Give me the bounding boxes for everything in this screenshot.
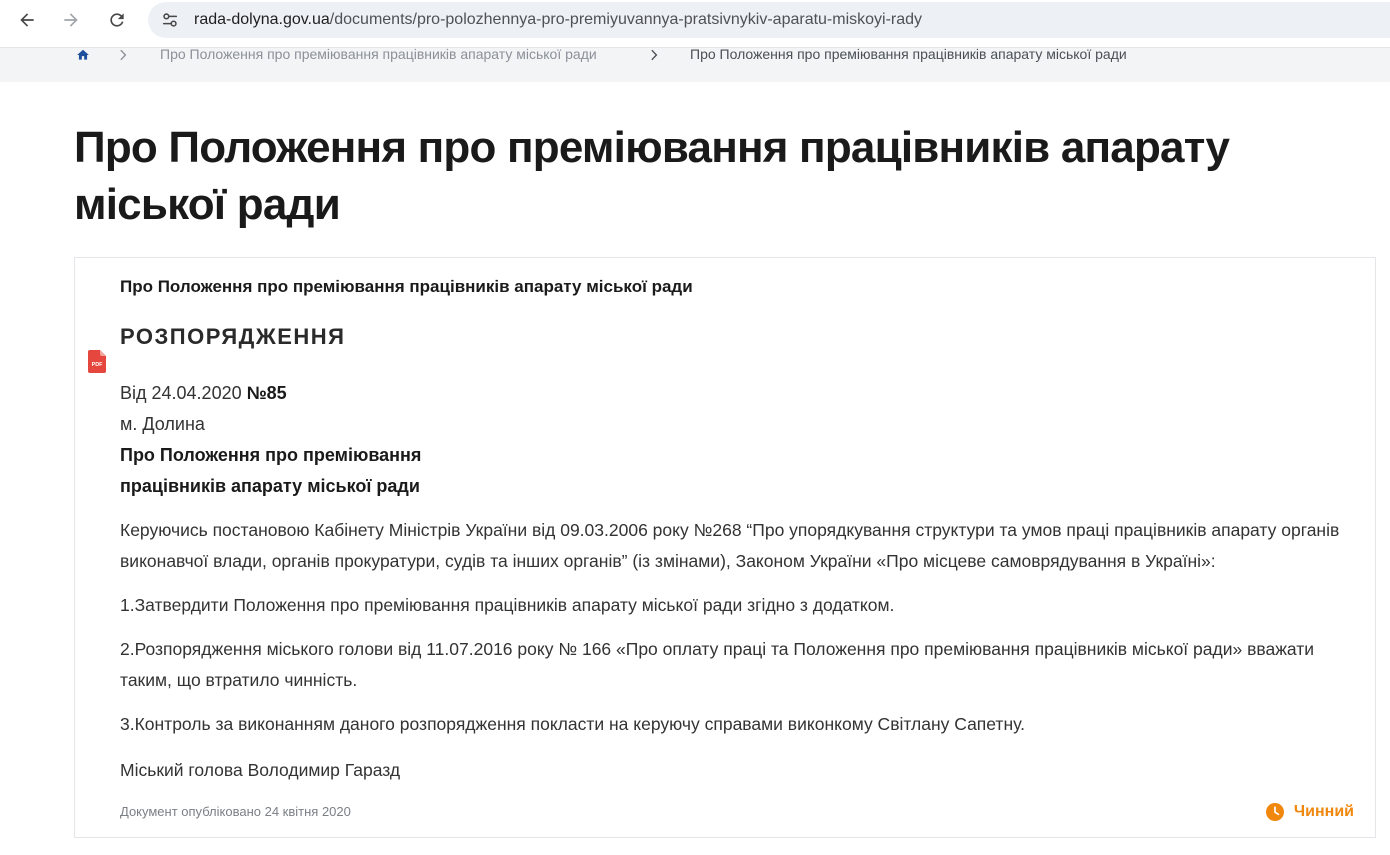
- reload-icon: [107, 10, 127, 30]
- document-subject-line: працівників апарату міської ради: [120, 476, 420, 496]
- pdf-file-icon: [88, 350, 106, 373]
- page-title: Про Положення про преміювання працівників апарату міської ради: [74, 123, 1230, 229]
- browser-toolbar: [0, 0, 1390, 48]
- document-paragraph: Керуючись постановою Кабінету Міністрів України від 09.03.2006 року №268 “Про упорядкування структури та умов праці працівників апарату органів виконавчої влади, органів прокуратури, судів та інших органів” (із змінами), Законом України «Про місцеве самоврядування в Україні»:: [120, 520, 1340, 571]
- site-settings-button[interactable]: [157, 7, 183, 33]
- document-paragraph: 1.Затвердити Положення про преміювання працівників апарату міської ради згідно з додатком.: [120, 595, 895, 615]
- document-paragraph: 2.Розпорядження міського голови від 11.07.2016 року № 166 «Про оплату праці та Положення про преміювання працівників міської ради» вважати таким, що втратило чинність.: [120, 639, 1315, 690]
- document-paragraph: 3.Контроль за виконанням даного розпорядження покласти на керуючу справами виконкому Світлану Сапетну.: [120, 714, 1025, 734]
- breadcrumb-item-current: Про Положення про преміювання працівників апарату міської ради: [690, 48, 1127, 62]
- breadcrumb-item-parent[interactable]: Про Положення про преміювання працівників апарату міської ради: [160, 48, 597, 62]
- document-card: [74, 257, 1376, 838]
- breadcrumb-home-link[interactable]: [75, 48, 90, 62]
- back-button[interactable]: [11, 4, 43, 36]
- address-bar[interactable]: [148, 2, 1390, 38]
- reload-button[interactable]: [101, 4, 133, 36]
- url-domain: rada-dolyna.gov.ua: [194, 11, 330, 28]
- document-meta: [120, 378, 1365, 502]
- document-type: РОЗПОРЯДЖЕННЯ: [120, 324, 346, 349]
- document-subject-line: Про Положення про преміювання: [120, 445, 422, 465]
- status-badge: [1266, 802, 1354, 822]
- pdf-icon-label: PDF: [91, 362, 103, 369]
- forward-button[interactable]: [55, 4, 87, 36]
- status-label: Чинний: [1293, 803, 1354, 820]
- pdf-download-link[interactable]: [88, 350, 106, 373]
- chevron-right-icon: [650, 49, 658, 61]
- home-icon: [76, 48, 90, 62]
- document-date-line: [120, 378, 1365, 409]
- clock-icon: [1266, 803, 1284, 821]
- document-heading: Про Положення про преміювання працівників апарату міської ради: [120, 277, 693, 296]
- document-signature: Міський голова Володимир Гаразд: [120, 760, 401, 780]
- arrow-right-icon: [61, 10, 81, 30]
- url-path: /documents/pro-polozhennya-pro-premiyuvannya-pratsivnykiv-aparatu-miskoyi-rady: [329, 11, 923, 28]
- document-number: №85: [246, 383, 287, 403]
- url-text[interactable]: [194, 10, 922, 30]
- tune-icon: [161, 11, 179, 29]
- document-date: Від 24.04.2020: [120, 383, 242, 403]
- breadcrumb: [0, 48, 1390, 82]
- published-date: Документ опубліковано 24 квітня 2020: [120, 804, 351, 819]
- document-footer: [120, 802, 1354, 822]
- chevron-right-icon: [119, 49, 127, 61]
- arrow-left-icon: [17, 10, 37, 30]
- document-city: м. Долина: [120, 414, 205, 434]
